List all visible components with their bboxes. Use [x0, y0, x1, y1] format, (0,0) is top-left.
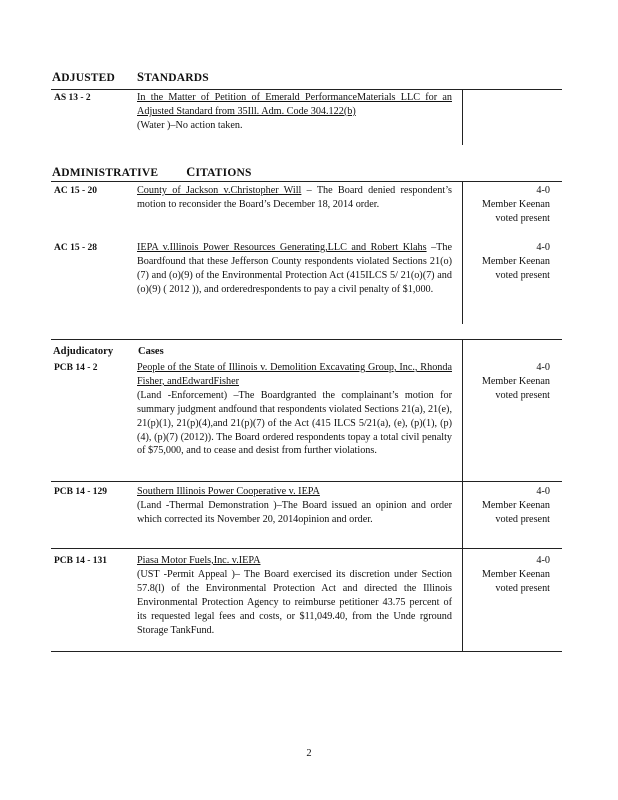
- vote-result: [462, 485, 550, 527]
- case-title: County of Jackson v.Christopher Will: [137, 185, 302, 196]
- case-description: [137, 361, 452, 458]
- vote-result: [462, 361, 550, 403]
- heading-cap: C: [186, 165, 196, 179]
- case-description: [137, 554, 452, 637]
- vote-note: Member Keenan: [481, 499, 550, 511]
- section-heading-adjudicatory: Adjudicatory: [53, 346, 114, 357]
- vote-note: voted present: [495, 212, 550, 224]
- case-summary: (Land -Enforcement) –The Boardgranted the complainant’s motion for summary judgment andfound that respondents violated Sections 21(a), 21(e), 21(p)(1), 21(p)(4),and 21(p)(7) of the Act (415 ILCS 5/21(a), (e), (p)(1), (p)(4), (p)(7) (2012)). The Board ordered respondents topay a total civil penalty of $75,000, and to cease and desist from further violations.: [137, 389, 452, 457]
- case-summary: (UST -Permit Appeal )– The Board exercised its discretion under Section 57.8(l) of the Environmental Protection Act and directed the Illinois Environmental Protection Agency to reimburse petitioner 43.75 percent of its requested legal fees and costs, or $11,049.40, from the Unde rground Storage TankFund.: [137, 568, 452, 636]
- case-description: [137, 91, 452, 133]
- vote-note: voted present: [495, 513, 550, 525]
- case-summary: –The Boardfound that these Jefferson County respondents violated Sections 21(o)(7) and (o)(9) of the Environmental Protection Act (415ILCS 5/ 21(o)(7) and (o)(9) ( 2012 )), and orderedrespondents to pay a civil penalty of $1,000.: [137, 242, 453, 295]
- vote-note: Member Keenan: [481, 198, 550, 210]
- column-divider: [462, 89, 463, 145]
- case-title: Southern Illinois Power Cooperative v. IEPA: [137, 486, 320, 497]
- section-heading-adjusted-standards: [52, 70, 209, 85]
- case-title: Piasa Motor Fuels,Inc. v.IEPA: [137, 555, 261, 566]
- case-summary: – The Board denied respondent’s motion to reconsider the Board’s December 18, 2014 order.: [137, 185, 452, 210]
- docket-number: AC 15 - 20: [54, 186, 98, 196]
- docket-number: AC 15 - 28: [54, 243, 98, 253]
- vote-count: 4-0: [536, 362, 550, 373]
- vote-count: 4-0: [536, 555, 550, 566]
- heading-rest: TANDARDS: [144, 72, 209, 84]
- vote-result: [462, 184, 550, 226]
- case-summary: (Water )–No action taken.: [137, 119, 243, 131]
- heading-cap: S: [137, 70, 145, 84]
- vote-note: Member Keenan: [481, 568, 550, 580]
- case-title: In the Matter of Petition of Emerald PerformanceMaterials LLC for an Adjusted Standard from 35Ill. Adm. Code 304.122(b): [137, 92, 452, 117]
- docket-number: PCB 14 - 131: [54, 556, 108, 566]
- vote-note: voted present: [495, 582, 550, 594]
- table-rule: [51, 481, 562, 482]
- docket-number: PCB 14 - 2: [54, 363, 98, 373]
- section-heading-administrative-citations: [52, 165, 252, 180]
- table-rule: [51, 181, 562, 182]
- table-rule: [51, 339, 562, 340]
- case-description: [137, 485, 452, 527]
- case-description: [137, 184, 452, 212]
- table-rule: [51, 651, 562, 652]
- case-title: IEPA v.Illinois Power Resources Generating,LLC and Robert Klahs: [137, 242, 427, 253]
- page-number: 2: [306, 748, 312, 759]
- docket-number: PCB 14 - 129: [54, 487, 108, 497]
- vote-count: 4-0: [536, 242, 550, 253]
- vote-note: voted present: [495, 389, 550, 401]
- heading-cap: A: [52, 165, 62, 179]
- heading-cap: A: [52, 70, 62, 84]
- table-rule: [51, 548, 562, 549]
- heading-rest: DMINISTRATIVE: [61, 167, 159, 179]
- vote-result: [462, 241, 550, 283]
- vote-result: [462, 554, 550, 596]
- table-rule: [51, 89, 562, 90]
- case-title: People of the State of Illinois v. Demolition Excavating Group, Inc., Rhonda Fisher, andEdwardFisher: [137, 362, 452, 387]
- vote-count: 4-0: [536, 185, 550, 196]
- section-heading-cases: Cases: [138, 346, 164, 357]
- vote-note: voted present: [495, 269, 550, 281]
- case-description: [137, 241, 452, 297]
- vote-count: 4-0: [536, 486, 550, 497]
- case-summary: (Land -Thermal Demonstration )–The Board issued an opinion and order which corrected its November 20, 2014opinion and order.: [137, 499, 452, 525]
- vote-note: Member Keenan: [481, 255, 550, 267]
- docket-number: AS 13 - 2: [54, 93, 91, 103]
- heading-rest: ITATIONS: [195, 167, 252, 179]
- vote-note: Member Keenan: [481, 375, 550, 387]
- heading-rest: DJUSTED: [61, 72, 116, 84]
